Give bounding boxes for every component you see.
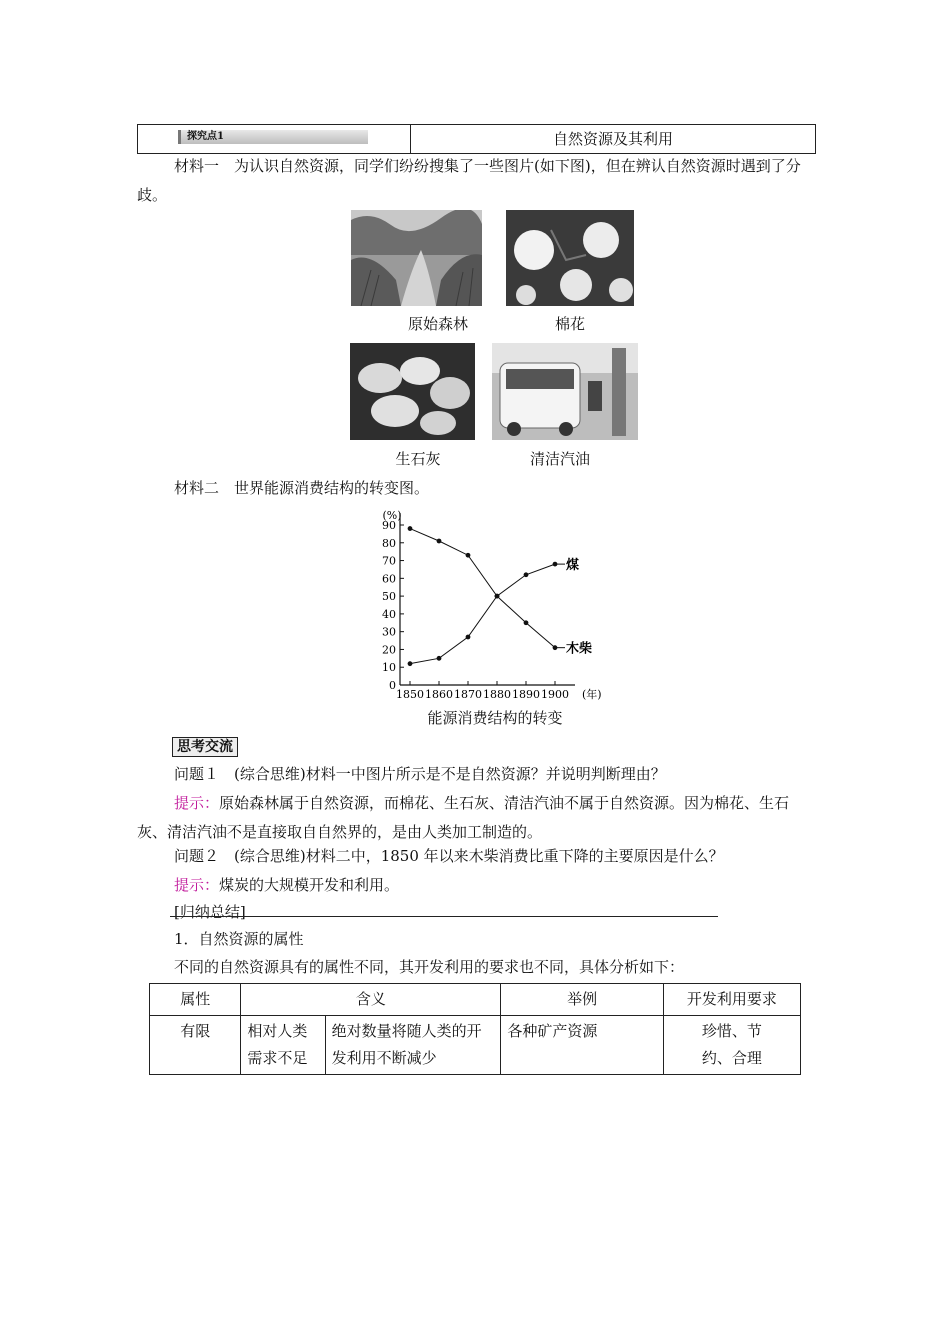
question-1: 问题１ (综合思维)材料一中图片所示是不是自然资源？并说明判断理由？ <box>174 765 666 783</box>
answer-2-text: 煤炭的大规模开发和利用。 <box>219 876 400 894</box>
data-point <box>495 594 500 599</box>
data-point <box>524 620 529 625</box>
summary-underline <box>170 916 718 917</box>
y-tick-label: 10 <box>382 661 396 675</box>
table-cell: 绝对数量将随人类的开发利用不断减少 <box>325 1016 501 1075</box>
question-2: 问题２ (综合思维)材料二中，1850 年以来木柴消费比重下降的主要原因是什么？ <box>174 847 724 865</box>
x-tick-label: 1890 <box>512 688 540 701</box>
summary-intro: 不同的自然资源具有的属性不同，其开发利用的要求也不同，具体分析如下： <box>174 958 685 976</box>
header-left-cell <box>138 125 411 153</box>
x-tick-label: 1860 <box>425 688 453 701</box>
gasoline-photo <box>492 343 638 440</box>
chart-title: 能源消费结构的转变 <box>427 709 563 727</box>
y-tick-label: 0 <box>389 679 396 692</box>
properties-table <box>149 983 801 1075</box>
caption-gasoline: 清洁汽油 <box>529 450 590 468</box>
y-axis-label: (%) <box>382 509 402 522</box>
quicklime-photo <box>350 343 475 440</box>
discussion-tag: 思考交流 <box>172 737 238 757</box>
material2-text: 材料二 世界能源消费结构的转变图。 <box>174 479 430 497</box>
answer-1-text: 原始森林属于自然资源，而棉花、生石灰、清洁汽油不属于自然资源。因为棉花、生石灰、清洁汽油不是直接取自自然界的，是由人类加工制造的。 <box>137 794 790 841</box>
table-header: 属性 <box>150 984 241 1016</box>
y-tick-label: 40 <box>382 607 396 621</box>
table-header: 开发利用要求 <box>663 984 800 1016</box>
data-point <box>466 635 471 640</box>
data-point <box>466 553 471 558</box>
y-tick-label: 30 <box>382 625 396 639</box>
summary-heading: 1．自然资源的属性 <box>174 930 304 948</box>
data-point <box>437 656 442 661</box>
x-axis-label: (年) <box>582 688 602 701</box>
y-tick-label: 80 <box>382 536 396 550</box>
x-tick-label: 1870 <box>454 688 482 701</box>
section-badge: 探究点1 <box>178 130 368 144</box>
data-point <box>408 526 413 531</box>
data-point <box>408 661 413 666</box>
section-title: 自然资源及其利用 <box>552 130 673 148</box>
series-label: 木柴 <box>566 641 593 657</box>
data-point <box>437 539 442 544</box>
y-tick-label: 60 <box>382 572 396 586</box>
data-point <box>524 572 529 577</box>
caption-quicklime: 生石灰 <box>395 450 441 468</box>
x-tick-label: 1850 <box>396 688 424 701</box>
cotton-photo <box>506 210 634 306</box>
series-label: 煤 <box>566 558 580 574</box>
summary-label: [归纳总结] <box>174 903 246 921</box>
table-header-row <box>150 984 801 1016</box>
table-cell: 有限 <box>150 1016 241 1075</box>
y-tick-label: 50 <box>382 590 396 604</box>
caption-cotton: 棉花 <box>554 315 585 333</box>
material1-text: 材料一 为认识自然资源，同学们纷纷搜集了一些图片(如下图)，但在辨认自然资源时遇到了分歧。 <box>137 157 801 204</box>
table-cell: 珍惜、节约、合理 <box>663 1016 800 1075</box>
series-line-1 <box>410 529 555 648</box>
x-tick-label: 1880 <box>483 688 511 701</box>
series-line-0 <box>410 564 555 664</box>
section-header <box>137 124 816 154</box>
table-header: 举例 <box>501 984 663 1016</box>
table-cell: 相对人类需求不足 <box>241 1016 325 1075</box>
energy-chart <box>370 503 620 703</box>
hint-label-1: 提示： <box>174 794 220 812</box>
y-tick-label: 70 <box>382 554 396 568</box>
hint-label-2: 提示： <box>174 876 220 894</box>
caption-forest: 原始森林 <box>407 315 468 333</box>
answer-2 <box>137 871 817 900</box>
x-tick-label: 1900 <box>541 688 569 701</box>
table-cell: 各种矿产资源 <box>501 1016 663 1075</box>
y-tick-label: 90 <box>382 519 396 532</box>
table-row <box>150 1016 801 1075</box>
answer-1 <box>137 789 817 847</box>
table-header: 含义 <box>241 984 501 1016</box>
forest-photo <box>351 210 482 306</box>
y-tick-label: 20 <box>382 643 396 657</box>
